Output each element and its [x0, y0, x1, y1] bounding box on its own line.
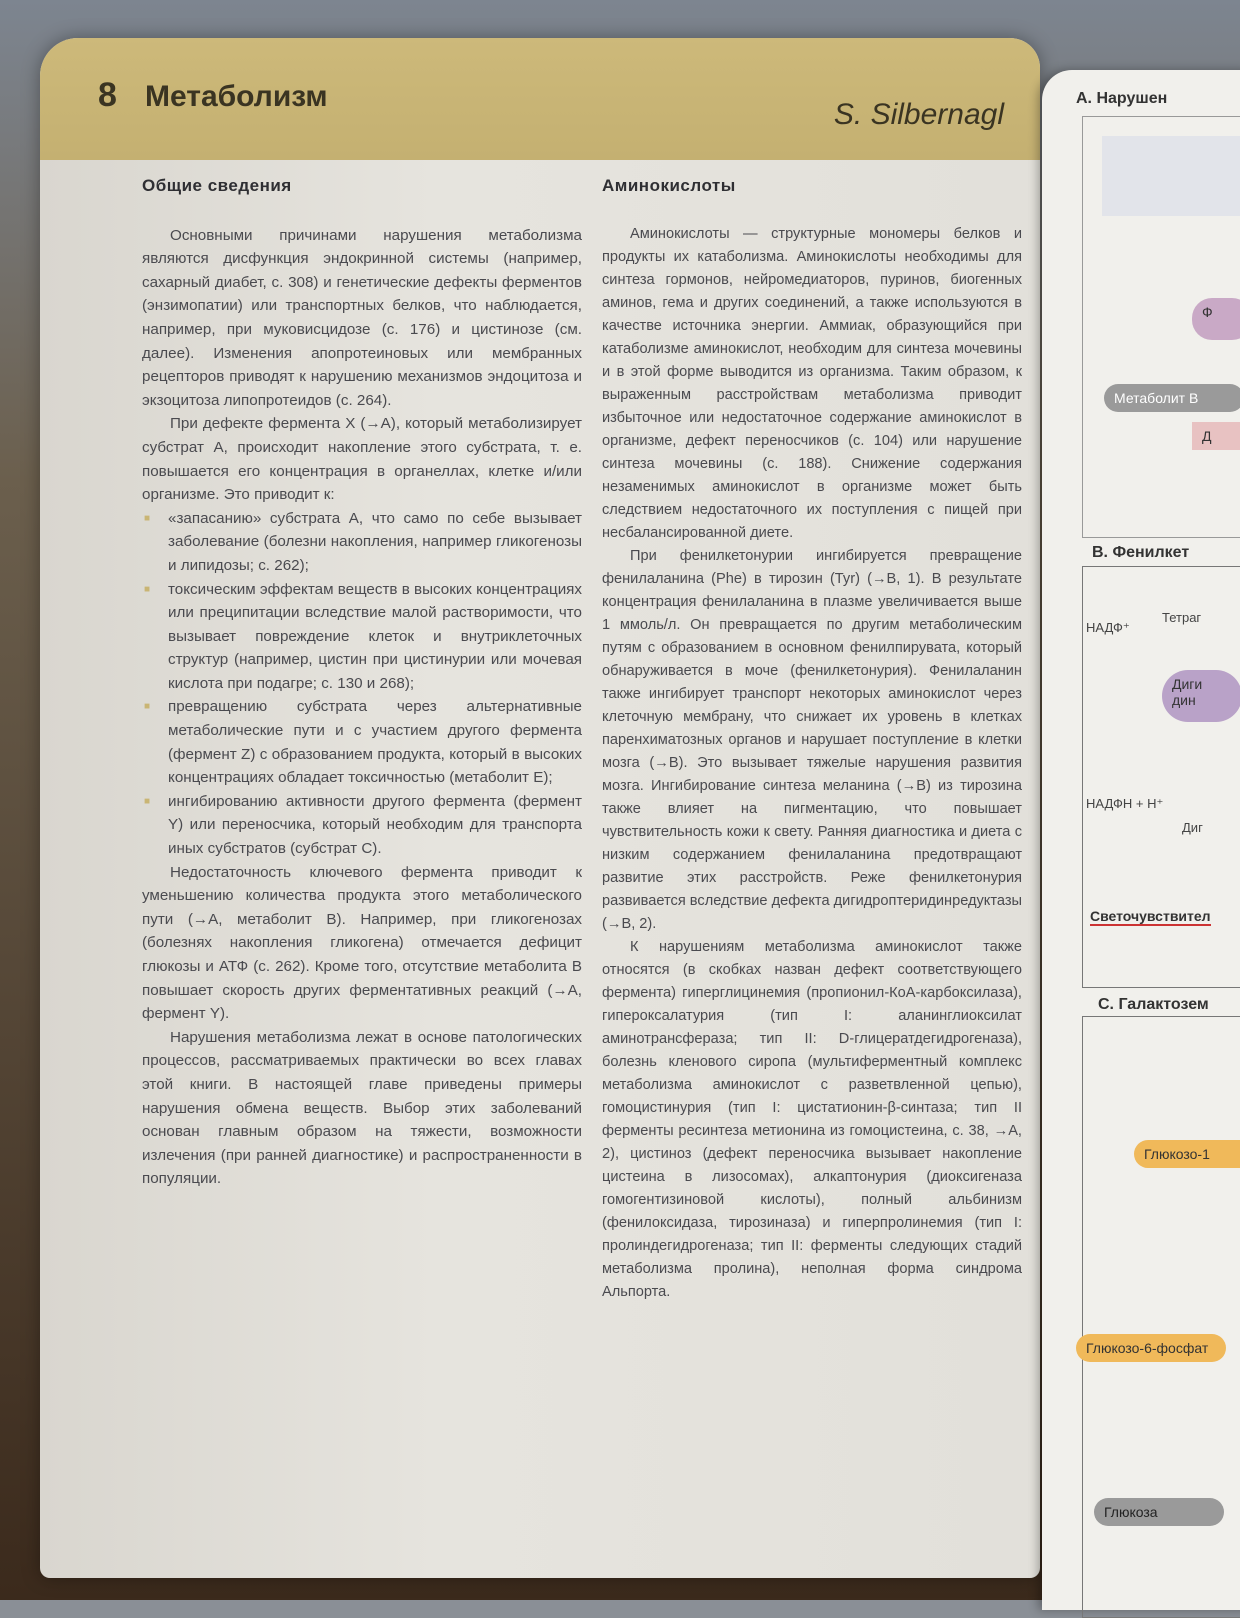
- list-item: ■ ингибированию активности другого фермента (фермент Y) или переносчика, который необходим для транспорта иных субстратов (субстрат С).: [168, 790, 582, 861]
- glucose1-node: Глюкозо-1: [1134, 1140, 1240, 1168]
- glucose6-node: Глюкозо-6-фосфат: [1076, 1334, 1226, 1362]
- author-name: S. Silbernagl: [833, 98, 1004, 131]
- metabolite-b-node: Метаболит В: [1104, 384, 1240, 412]
- section-heading-general: Общие сведения: [142, 176, 292, 195]
- book-page: [40, 38, 1040, 1578]
- tetra-label: Тетраг: [1162, 610, 1202, 625]
- paragraph: Основными причинами нарушения метаболизма являются дисфункция эндокринной системы (например, сахарный диабет, с. 308) и генетические дефекты ферментов (энзимопатии) или транспортных белков, что наблюдается, например, при муковисцидозе (с. 176) и цистинозе (см. далее). Изменения апопротеиновых или мембранных рецепторов приводят к нарушению механизмов эндоцитоза и экзоцитоза липопротеидов (с. 264).: [142, 226, 582, 409]
- list-item: ■ токсическим эффектам веществ в высоких концентрациях или преципитации вследствие малой растворимости, что вызывает повреждение клеток и внутриклеточных структур (например, цистин при цистинурии или мочевая кислота при подагре; с. 130 и 268);: [168, 578, 582, 696]
- diagram-frame-c: [1082, 1016, 1240, 1618]
- nadf-label: НАДФ⁺: [1086, 620, 1130, 635]
- paragraph: К нарушениям метаболизма аминокислот также относятся (в скобках назван дефект соответствующего фермента) гиперглицинемия (пропионил-КоА-карбоксилаза), гипероксалатурия (тип I: аланинглиоксилат аминотрансфераза; тип II: D-глицератдегидрогеназа), болезнь кленового сиропа (мультиферментный комплекс метаболизма аминокислот с разветвленной цепью), гомоцистинурия (тип I: цистатионин-β-синтаза; тип II ферменты ресинтеза метионина из гомоцистеина, с. 38, →А, 2), цистиноз (дефект переносчика вызывает накопление цистеина в лизосомах), алкаптонурия (диоксигеназа гомогентизиновой кислоты), полный альбинизм (фенилоксидаза, тирозиназа) и гиперпролинемия (тип I: пролиндегидрогеназа; тип II: ферменты следующих стадий метаболизма пролина), неполная форма синдрома Альпорта.: [602, 939, 1022, 1300]
- paragraph: При дефекте фермента Х (→А), который метаболизирует субстрат А, происходит накопление этого субстрата, т. е. повышается его концентрация в органеллах, клетке и/или организме. Это приводит к:: [142, 415, 582, 504]
- enzyme-node: Ф: [1192, 298, 1240, 340]
- list-item: ■ превращению субстрата через альтернативные метаболические пути и с участием другого фермента (фермент Z) с образованием продукта, который в высоких концентрациях обладает токсичностью (метаболит Е);: [168, 695, 582, 789]
- left-column: [142, 174, 582, 1191]
- paragraph: При фенилкетонурии ингибируется превращение фенилаланина (Phe) в тирозин (Tyr) (→В, 1). В результате концентрация фенилаланина в плазме увеличивается выше 1 ммоль/л. Он превращается по другим метаболическим путям с образованием в основном фенилпирувата, который обнаруживается в моче (фенилкетонурия). Фенилаланин также ингибирует транспорт некоторых аминокислот через клеточную мембрану, что снижает их уровень в клетках паренхиматозных органов и нарушает поступление в клетки мозга (→В). Это вызывает тяжелые нарушения развития мозга. Ингибирование синтеза меланина (→В) из тирозина также влияет на пигментацию, что повышает чувствительность кожи к свету. Ранняя диагностика и диета с низким содержанием фенилаланина предотвращают развитие этих расстройств. Реже фенилкетонурия развивается вследствие дефекта дигидроптеридинредуктазы (→В, 2).: [602, 548, 1022, 932]
- paragraph: Нарушения метаболизма лежат в основе патологических процессов, рассматриваемых практически во всех главах этой книги. В настоящей главе приведены примеры нарушения обмена веществ. Выбор этих заболеваний основан главным образом на тяжести, возможности излечения (при ранней диагностике) и распространенности в популяции.: [142, 1028, 582, 1188]
- right-column: [602, 174, 1022, 1304]
- d-node: Д: [1192, 422, 1240, 450]
- paragraph: Недостаточность ключевого фермента приводит к уменьшению количества продукта этого метаболического пути (→А, метаболит В). Например, при гликогенозах (болезнях накопления гликогена) отмечается дефицит глюкозы и АТФ (с. 262). Кроме того, отсутствие метаболита В повышает скорость других ферментативных реакций (→А, фермент Y).: [142, 863, 582, 1023]
- paragraph: Аминокислоты — структурные мономеры белков и продукты их катаболизма. Аминокислоты необходимы для синтеза гормонов, нейромедиаторов, пуринов, биогенных аминов, гема и других соединений, а также используются в качестве источника энергии. Аммиак, образующийся при катаболизме аминокислот, необходим для синтеза мочевины и в этой форме выводится из организма. Таким образом, к выраженным расстройствам метаболизма приводит избыточное или недостаточное содержание аминокислот в организме, дефект переносчиков (с. 104) или нарушение синтеза мочевины (с. 188). Снижение содержания незаменимых аминокислот в организме может быть следствием недостаточного их поступления с пищей при несбалансированной диете.: [602, 226, 1022, 541]
- dig2-label: Диг: [1182, 820, 1203, 835]
- list-item: ■ «запасанию» субстрата А, что само по себе вызывает заболевание (болезни накопления, например гликогенозы и липидозы; с. 262);: [168, 507, 582, 578]
- digi-node: Диги дин: [1162, 670, 1240, 722]
- chapter-number: 8: [98, 76, 117, 114]
- bullet-list: [142, 507, 582, 861]
- chapter-title: Метаболизм: [145, 80, 328, 113]
- nadfh-label: НАДФН + Н⁺: [1086, 796, 1164, 811]
- page-header: [40, 38, 1040, 160]
- section-heading-amino-acids: Аминокислоты: [602, 176, 736, 195]
- glucose-node: Глюкоза: [1094, 1498, 1224, 1526]
- light-sensitivity-label: Светочувствител: [1090, 908, 1211, 924]
- diagram-shade: [1102, 136, 1240, 216]
- facing-page: [1042, 70, 1240, 1610]
- section-c-label: С. Галактозем: [1098, 996, 1209, 1013]
- section-b-label: В. Фенилкет: [1092, 544, 1190, 561]
- section-a-label: А. Нарушен: [1076, 90, 1168, 107]
